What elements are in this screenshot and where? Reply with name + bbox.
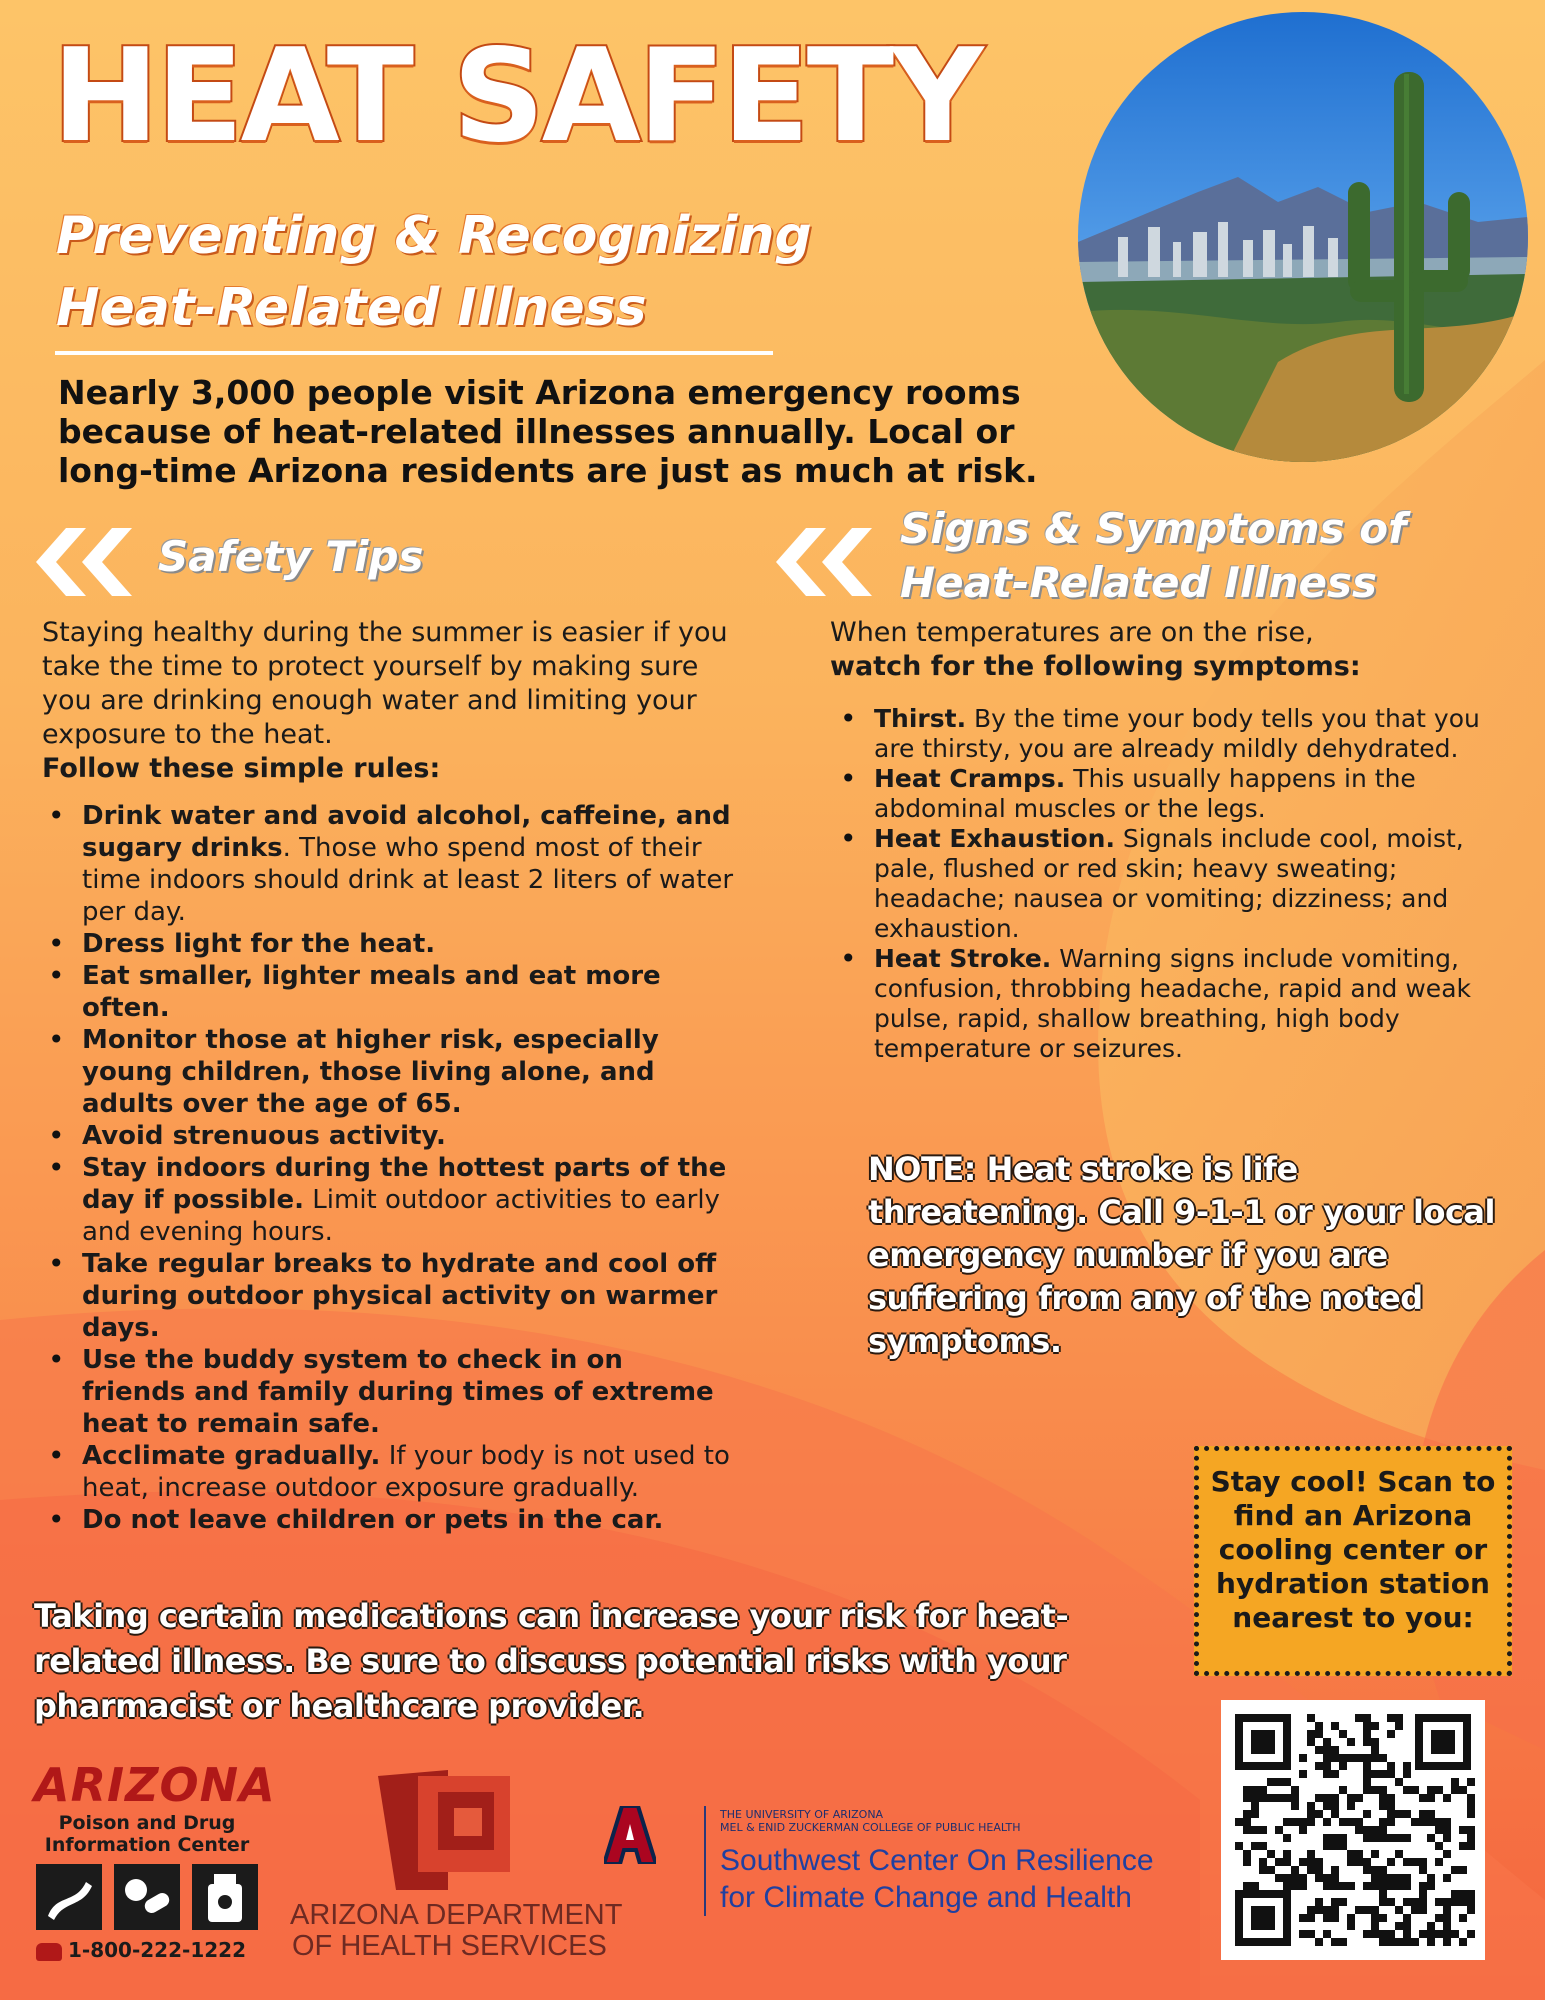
qr-callout-box <box>1194 1446 1512 1676</box>
poison-center-icons <box>36 1864 258 1930</box>
adhs-line-2: OF HEALTH SERVICES <box>292 1930 607 1962</box>
qr-callout-text: Stay cool! Scan to find an Arizona cooling center or hydration station nearest to you: <box>1210 1465 1496 1634</box>
phone-icon <box>36 1943 62 1961</box>
ua-line-1: THE UNIVERSITY OF ARIZONA <box>720 1808 884 1821</box>
adhs-logo-text <box>290 1900 622 1962</box>
list-item: • Heat Cramps. This usually happens in the abdominal muscles or the legs. <box>874 764 1486 824</box>
symptoms-list <box>836 704 1486 1064</box>
poison-center-phone <box>36 1938 246 1962</box>
ua-center-line-2: for Climate Change and Health <box>720 1881 1132 1914</box>
phoenix-skyline-photo <box>1078 12 1528 462</box>
symptoms-heading-line-2: Heat-Related Illness <box>900 558 1378 607</box>
symptoms-intro <box>830 616 1490 684</box>
symptoms-intro-text: When temperatures are on the rise, <box>830 617 1314 648</box>
safety-tips-list <box>44 800 734 1536</box>
list-item: • Heat Stroke. Warning signs include vomiting, confusion, throbbing headache, rapid and weak pulse, rapid, shallow breathing, high body temperature or seizures. <box>874 944 1486 1064</box>
ua-line-2: MEL & ENID ZUCKERMAN COLLEGE OF PUBLIC HEALTH <box>720 1821 1021 1834</box>
snake-icon <box>36 1864 102 1930</box>
chevron-left-double-icon <box>774 528 884 596</box>
symptoms-heading <box>900 502 1406 610</box>
qr-code[interactable] <box>1221 1700 1485 1960</box>
logo-divider <box>704 1806 706 1916</box>
poison-center-logo-name: ARIZONA <box>34 1758 276 1812</box>
phone-number: 1-800-222-1222 <box>68 1938 246 1962</box>
list-item: • Stay indoors during the hottest parts of the day if possible. Limit outdoor activities to early and evening hours. <box>82 1152 734 1248</box>
symptoms-heading-line-1: Signs & Symptoms of <box>900 504 1407 553</box>
list-item: • Heat Exhaustion. Signals include cool, moist, pale, flushed or red skin; heavy sweating; headache; nausea or vomiting; dizziness; and exhaustion. <box>874 824 1486 944</box>
title-divider <box>55 351 773 355</box>
intro-statement: Nearly 3,000 people visit Arizona emergency rooms because of heat-related illnesses annually. Local or long-time Arizona residents are just as much at risk. <box>58 373 1038 490</box>
list-item: • Drink water and avoid alcohol, caffeine, and sugary drinks. Those who spend most of their time indoors should drink at least 2 liters of water per day. <box>82 800 734 928</box>
chevron-left-double-icon <box>34 528 144 596</box>
list-item: • Thirst. By the time your body tells you that you are thirsty, you are already mildly dehydrated. <box>874 704 1486 764</box>
safety-intro-text: Staying healthy during the summer is easier if you take the time to protect yourself by making sure you are drinking enough water and limiting your exposure to the heat. <box>42 617 728 750</box>
subtitle <box>56 200 812 344</box>
list-item: • Dress light for the heat. <box>82 928 734 960</box>
ua-college-name <box>720 1808 1020 1834</box>
poison-center-logo-subtitle: Poison and Drug Information Center <box>44 1812 250 1856</box>
symptoms-intro-bold: watch for the following symptoms: <box>830 651 1361 682</box>
page-title: HEAT SAFETY <box>52 22 981 171</box>
university-of-arizona-logo-icon <box>604 1806 656 1864</box>
subtitle-line-2: Heat-Related Illness <box>56 278 647 338</box>
list-item: • Avoid strenuous activity. <box>82 1120 734 1152</box>
pills-icon <box>114 1864 180 1930</box>
list-item: • Do not leave children or pets in the car. <box>82 1504 734 1536</box>
ua-center-line-1: Southwest Center On Resilience <box>720 1844 1154 1877</box>
rules-label: Follow these simple rules: <box>42 753 441 784</box>
list-item: • Monitor those at higher risk, especially young children, those living alone, and adults over the age of 65. <box>82 1024 734 1120</box>
ua-center-name <box>720 1842 1154 1916</box>
subtitle-line-1: Preventing & Recognizing <box>56 206 812 266</box>
safety-tips-heading: Safety Tips <box>158 532 424 581</box>
list-item: • Acclimate gradually. If your body is not used to heat, increase outdoor exposure gradually. <box>82 1440 734 1504</box>
list-item: • Eat smaller, lighter meals and eat more often. <box>82 960 734 1024</box>
adhs-line-1: ARIZONA DEPARTMENT <box>290 1899 623 1931</box>
safety-intro <box>42 616 742 786</box>
adhs-logo-icon <box>378 1770 514 1890</box>
heat-stroke-note: NOTE: Heat stroke is life threatening. Call 9-1-1 or your local emergency number if you are suffering from any of the noted symptoms. <box>868 1150 1495 1360</box>
list-item: • Take regular breaks to hydrate and cool off during outdoor physical activity on warmer days. <box>82 1248 734 1344</box>
medications-note: Taking certain medications can increase your risk for heat-related illness. Be sure to discuss potential risks with your pharmacist or healthcare provider. <box>34 1597 1069 1725</box>
list-item: • Use the buddy system to check in on friends and family during times of extreme heat to remain safe. <box>82 1344 734 1440</box>
